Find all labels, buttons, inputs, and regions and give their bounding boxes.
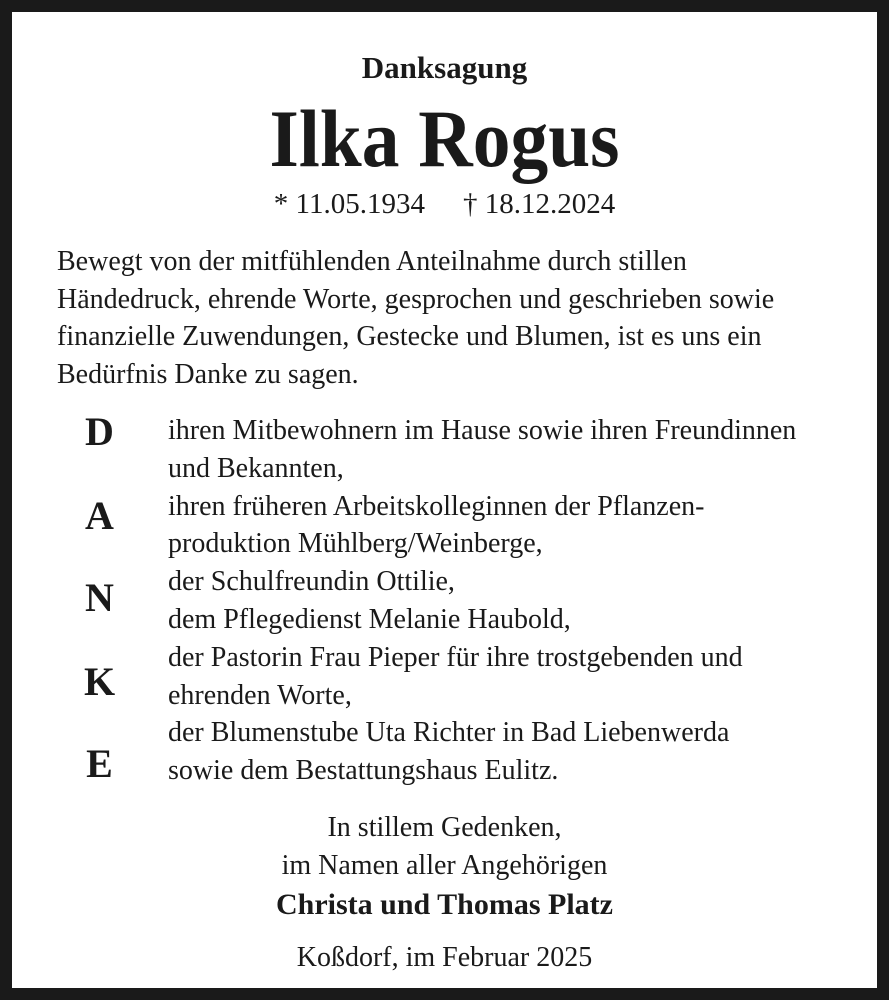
thanks-line: ihren früheren Arbeitskolleginnen der Pflanzen- <box>168 490 705 522</box>
thanks-line: ihren Mitbewohnern im Hause sowie ihren Freundinnen <box>168 415 797 446</box>
thanks-line: produktion Mühlberg/Weinberge, <box>168 528 543 560</box>
danke-letter: E <box>86 741 113 786</box>
deceased-name: Ilka Rogus <box>269 93 620 184</box>
danke-letter: D <box>85 409 114 454</box>
danke-letter: K <box>83 659 116 704</box>
place-and-date: Koßdorf, im Februar 2025 <box>296 942 593 973</box>
intro-line: Bedürfnis Danke zu sagen. <box>57 358 359 390</box>
danke-letter: N <box>85 575 114 620</box>
life-dates <box>12 190 877 219</box>
intro-paragraph <box>57 243 857 393</box>
danke-letter: A <box>85 493 114 538</box>
thanks-line: dem Pflegedienst Melanie Haubold, <box>168 603 571 635</box>
thanks-line: der Blumenstube Uta Richter in Bad Liebenwerda <box>168 717 730 749</box>
closing-block <box>12 809 877 926</box>
intro-line: Bewegt von der mitfühlenden Anteilnahme durch stillen <box>57 246 687 277</box>
thanks-line: und Bekannten, <box>168 452 344 484</box>
notice-heading: Danksagung <box>361 50 528 85</box>
thanks-line: sowie dem Bestattungshaus Eulitz. <box>168 755 559 787</box>
closing-line: In stillem Gedenken, <box>327 812 562 843</box>
thanks-line: der Schulfreundin Ottilie, <box>168 566 455 598</box>
thanks-list <box>168 412 796 790</box>
death-date: † 18.12.2024 <box>462 188 616 220</box>
thanks-line: ehrenden Worte, <box>168 679 352 711</box>
thanks-line: der Pastorin Frau Pieper für ihre trostgebenden und <box>168 641 743 673</box>
intro-line: Händedruck, ehrende Worte, gesprochen und geschrieben sowie <box>57 283 775 315</box>
intro-line: finanzielle Zuwendungen, Gestecke und Blumen, ist es uns ein <box>57 321 762 352</box>
signers: Christa und Thomas Platz <box>275 888 613 921</box>
birth-date: * 11.05.1934 <box>273 188 425 220</box>
closing-line: im Namen aller Angehörigen <box>281 849 608 881</box>
